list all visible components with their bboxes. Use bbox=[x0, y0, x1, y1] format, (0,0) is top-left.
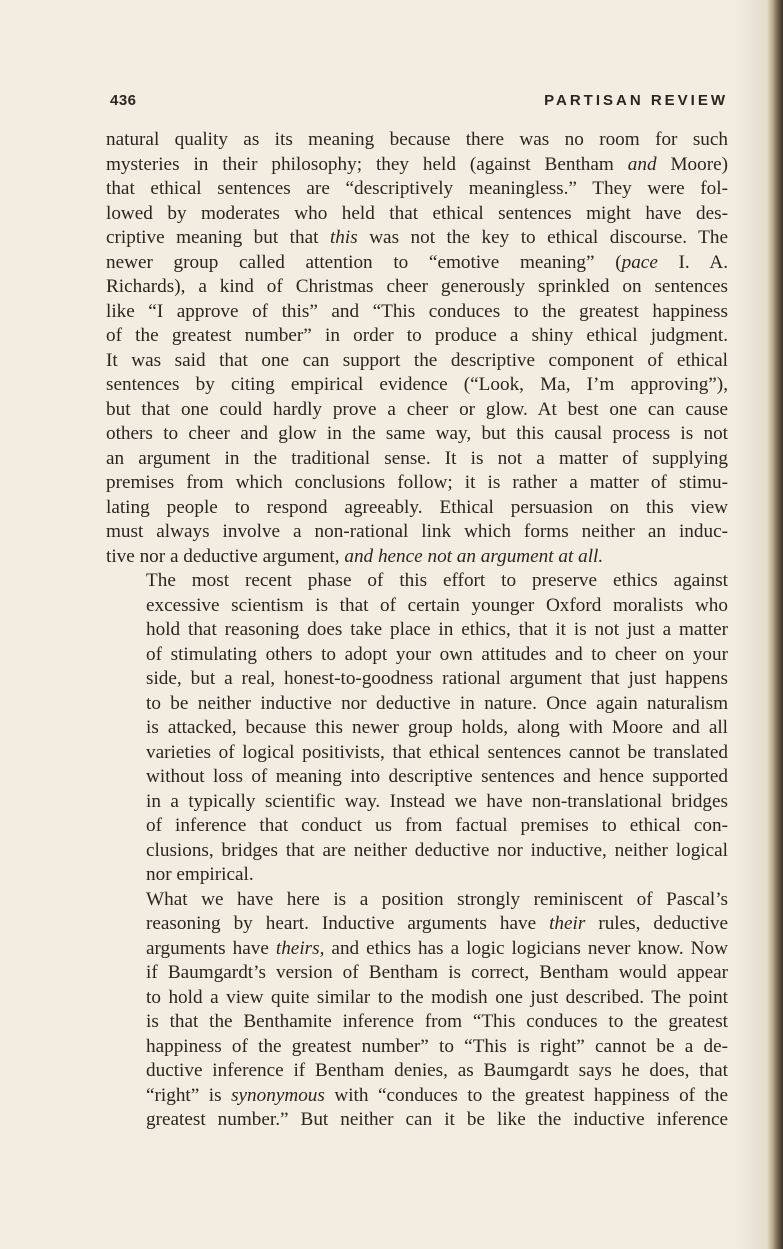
italic-text: theirs, bbox=[275, 937, 325, 959]
text-line: is that the Benthamite inference from “This conduces to the greatest bbox=[146, 1011, 728, 1032]
journal-title: PARTISAN REVIEW bbox=[544, 92, 728, 109]
text-line: arguments have theirs, and ethics has a logic logicians never know. Now bbox=[146, 937, 728, 959]
text-line: ductive inference if Bentham denies, as Baumgardt says he does, that bbox=[146, 1060, 728, 1081]
text-line: is attacked, because this newer group holds, along with Moore and all bbox=[146, 717, 728, 738]
article-body bbox=[106, 128, 728, 1133]
text-line: Richards), a kind of Christmas cheer generously sprinkled on sentences bbox=[106, 276, 728, 297]
italic-text: pace bbox=[621, 251, 658, 273]
text-line: newer group called attention to “emotive meaning” (pace I. A. bbox=[106, 251, 728, 273]
text-line: clusions, bridges that are neither deductive nor inductive, neither logical bbox=[146, 839, 728, 861]
text-line: lating people to respond agreeably. Ethical persuasion on this view bbox=[106, 496, 728, 518]
text-line: that ethical sentences are “descriptively meaningless.” They were fol- bbox=[106, 178, 728, 199]
text-line: tive nor a deductive argument, and hence not an argument at all. bbox=[106, 545, 604, 567]
text-line: hold that reasoning does take place in ethics, that it is not just a matter bbox=[146, 619, 728, 640]
text-line: sentences by citing empirical evidence (“Look, Ma, I’m approving”), bbox=[106, 374, 728, 395]
text-line: premises from which conclusions follow; it is rather a matter of stimu- bbox=[106, 472, 728, 493]
text-line: must always involve a non-rational link which forms neither an induc- bbox=[106, 521, 728, 542]
text-line: happiness of the greatest number” to “This is right” cannot be a de- bbox=[146, 1035, 728, 1057]
text-line: others to cheer and glow in the same way, but this causal process is not bbox=[106, 423, 728, 444]
text-line: in a typically scientific way. Instead we have non-translational bridges bbox=[146, 790, 728, 812]
text-line: reasoning by heart. Inductive arguments have their rules, deductive bbox=[146, 913, 728, 934]
text-line: lowed by moderates who held that ethical sentences might have des- bbox=[106, 202, 728, 224]
text-line: like “I approve of this” and “This conduces to the greatest happiness bbox=[106, 300, 728, 322]
text-line: of the greatest number” in order to produce a shiny ethical judgment. bbox=[106, 325, 728, 346]
text-line: of inference that conduct us from factual premises to ethical con- bbox=[146, 815, 728, 836]
page-number: 436 bbox=[110, 92, 137, 109]
italic-text: their bbox=[549, 913, 586, 934]
italic-text: and bbox=[627, 153, 657, 175]
text-line: an argument in the traditional sense. It is not a matter of supplying bbox=[106, 447, 728, 469]
text-line: if Baumgardt’s version of Bentham is correct, Bentham would appear bbox=[146, 962, 728, 983]
text-line: without loss of meaning into descriptive sentences and hence supported bbox=[146, 766, 728, 787]
text-line: “right” is synonymous with “conduces to the greatest happiness of the bbox=[146, 1084, 728, 1106]
running-header bbox=[110, 92, 728, 114]
page-edge bbox=[767, 0, 783, 1249]
text-line: What we have here is a position strongly reminiscent of Pascal’s bbox=[146, 888, 728, 910]
text-line: varieties of logical positivists, that ethical sentences cannot be translated bbox=[146, 741, 728, 763]
paragraph bbox=[106, 569, 728, 888]
paragraph bbox=[106, 128, 728, 569]
text-line: greatest number.” But neither can it be like the inductive inference bbox=[146, 1109, 728, 1130]
page-gutter-shadow bbox=[737, 0, 767, 1249]
text-line: It was said that one can support the descriptive component of ethical bbox=[106, 349, 728, 371]
text-line: excessive scientism is that of certain younger Oxford moralists who bbox=[146, 594, 728, 616]
text-line: mysteries in their philosophy; they held (against Bentham and Moore) bbox=[106, 153, 729, 175]
text-line: The most recent phase of this effort to preserve ethics against bbox=[146, 570, 728, 591]
text-line: of stimulating others to adopt your own attitudes and to cheer on your bbox=[146, 643, 728, 665]
paragraph bbox=[106, 888, 728, 1133]
italic-text: this bbox=[329, 227, 358, 248]
text-line: but that one could hardly prove a cheer or glow. At best one can cause bbox=[106, 398, 728, 420]
text-line: criptive meaning but that this was not the key to ethical discourse. The bbox=[106, 227, 729, 248]
text-line: side, but a real, honest-to-goodness rational argument that just happens bbox=[146, 668, 728, 689]
italic-text: and hence not an argument at all. bbox=[344, 545, 604, 567]
text-line: to hold a view quite similar to the modish one just described. The point bbox=[146, 986, 728, 1008]
italic-text: synonymous bbox=[231, 1084, 325, 1106]
text-line: to be neither inductive nor deductive in nature. Once again naturalism bbox=[146, 692, 728, 714]
text-line: nor empirical. bbox=[146, 864, 254, 885]
text-line: natural quality as its meaning because there was no room for such bbox=[106, 129, 728, 150]
